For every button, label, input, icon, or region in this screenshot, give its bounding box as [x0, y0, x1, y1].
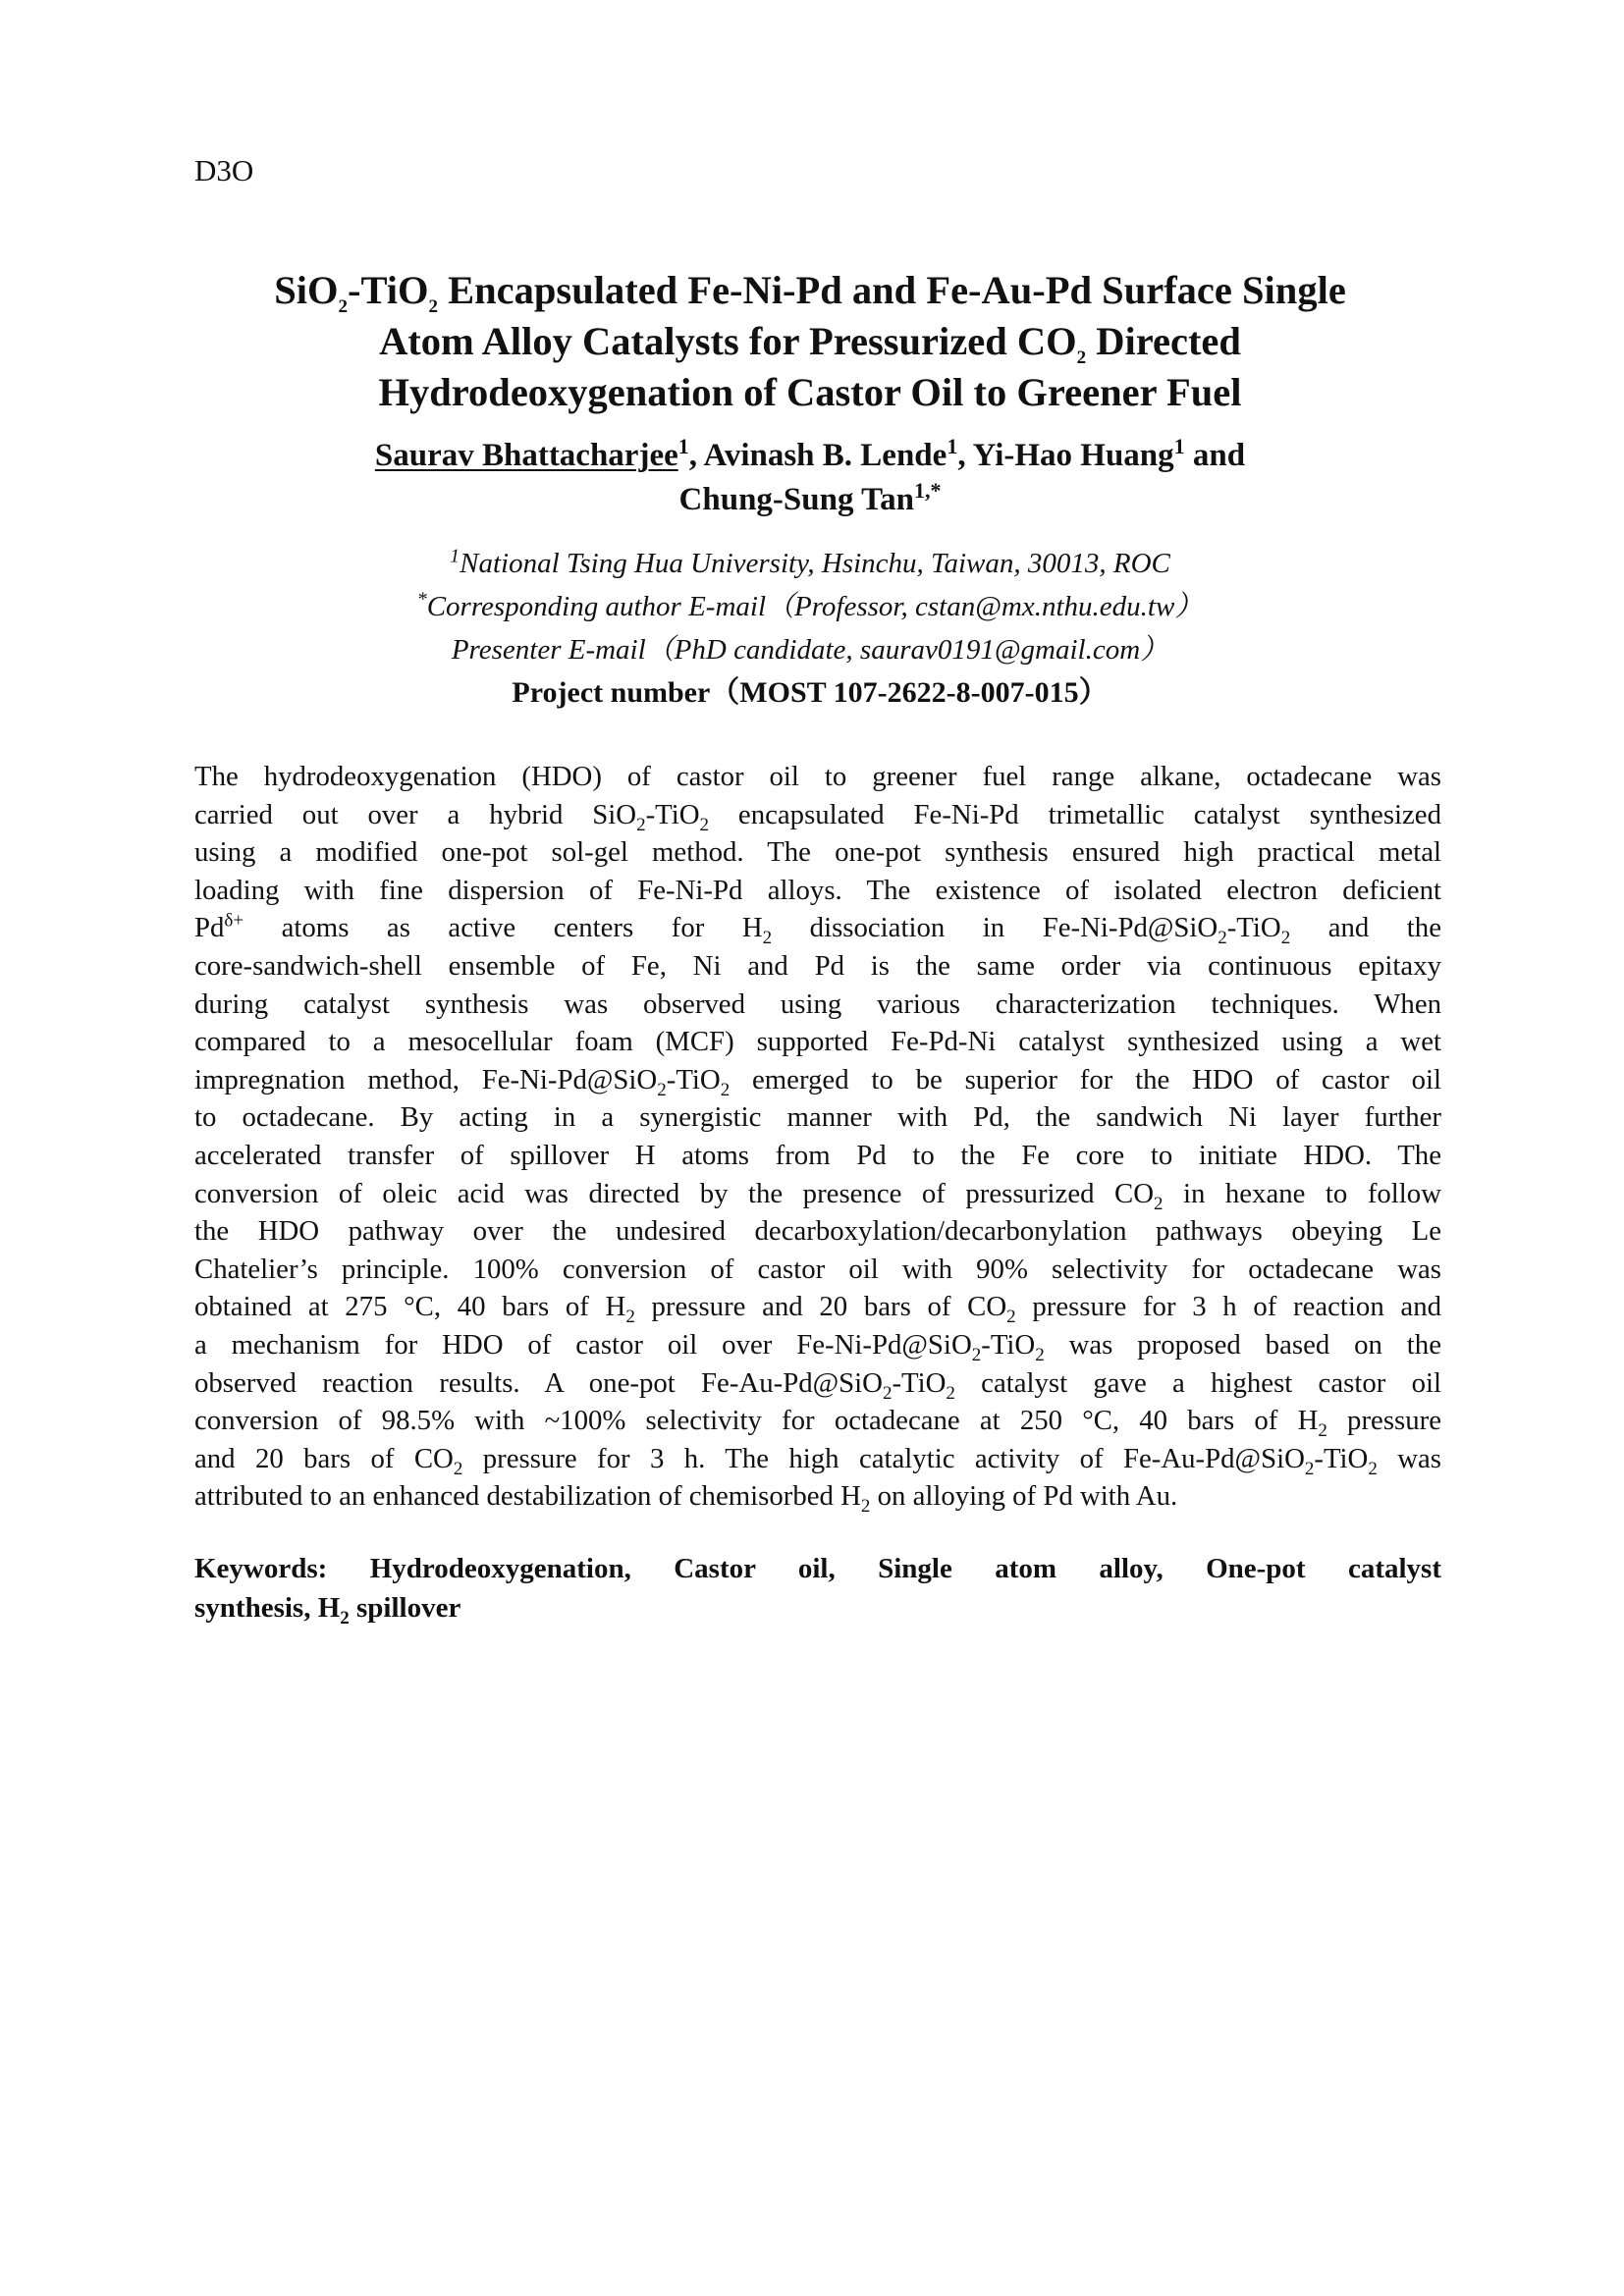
abstract-line: to octadecane. By acting in a synergistic manner with Pd, the sandwich Ni layer further: [194, 1101, 1441, 1134]
affiliation-block: [177, 542, 1443, 715]
abstract-line: conversion of oleic acid was directed by the presence of pressurized $CO_2$ in hexane to follow: [194, 1177, 1442, 1214]
abstract-line: conversion of 98.5% with ~100% selectivity for octadecane at 250 °C, 40 bars of $H_2$ pressure: [194, 1405, 1441, 1441]
author-list: [177, 434, 1443, 522]
abstract-line: Chatelier’s principle. 100% conversion of castor oil with 90% selectivity for octadecane was: [194, 1253, 1441, 1285]
abstract-line: during catalyst synthesis was observed using various characterization techniques. When: [194, 988, 1441, 1020]
author-name: Chung-Sung Tan: [678, 482, 914, 517]
abstract-line: obtained at 275 °C, 40 bars of $H_2$ pressure and 20 bars of $CO_2$ pressure for 3 h of reaction and: [194, 1291, 1441, 1328]
author-name: Yi-Hao Huang: [972, 438, 1174, 473]
abstract-line: The hydrodeoxygenation (HDO) of castor oil to greener fuel range alkane, octadecane was: [194, 761, 1441, 792]
abstract-line: observed reaction results. A one-pot Fe-Au-Pd@SiO$_2$-TiO$_2$ catalyst gave a highest castor oil: [194, 1366, 1441, 1404]
page-code: D3O: [194, 153, 254, 187]
abstract-line: and 20 bars of $CO_2$ pressure for 3 h. The high catalytic activity of Fe-Au-Pd@SiO$_2$-TiO$_2$ was: [194, 1442, 1442, 1479]
keywords-line: synthesis, $H_2$ spillover: [194, 1592, 461, 1629]
presenter-email-line: Presenter E-mail（PhD candidate, saurav0191@gmail.com）: [451, 634, 1169, 666]
abstract-line: impregnation method, Fe-Ni-Pd@SiO$_2$-TiO$_2$ emerged to be superior for the HDO of castor oil: [194, 1063, 1441, 1100]
abstract-line: a mechanism for HDO of castor oil over Fe-Ni-Pd@SiO$_2$-TiO$_2$ was proposed based on the: [194, 1328, 1441, 1365]
abstract-line: the HDO pathway over the undesired decarboxylation/decarbonylation pathways obeying Le: [194, 1215, 1441, 1248]
title-line: SiO$_2$-TiO$_2$ Encapsulated Fe-Ni-Pd and Fe-Au-Pd Surface Single: [274, 268, 1346, 318]
keywords-block: [194, 1549, 1441, 1628]
abstract-line: carried out over a hybrid SiO$_2$-TiO$_2$ encapsulated Fe-Ni-Pd trimetallic catalyst synthesized: [194, 798, 1441, 835]
keywords-line: Keywords: Hydrodeoxygenation, Castor oil, Single atom alloy, One-pot catalyst: [194, 1553, 1441, 1584]
abstract-line: core-sandwich-shell ensemble of Fe, Ni and Pd is the same order via continuous epitaxy: [194, 949, 1441, 982]
author-line: Saurav Bhattacharjee$^1$, Avinash B. Lende$^1$, Yi-Hao Huang$^1$ and: [374, 434, 1246, 473]
abstract-line: attributed to an enhanced destabilization of chemisorbed $H_2$ on alloying of Pd with Au.: [194, 1480, 1178, 1518]
author-line: Chung-Sung Tan$^{1,*}$: [678, 478, 942, 517]
project-number-line: Project number（MOST 107-2622-8-007-015）: [512, 676, 1109, 709]
title-line: Hydrodeoxygenation of Castor Oil to Greener Fuel: [378, 370, 1242, 414]
abstract-line: loading with fine dispersion of Fe-Ni-Pd alloys. The existence of isolated electron deficient: [194, 874, 1441, 906]
paper-title: [177, 265, 1443, 418]
title-line: Atom Alloy Catalysts for Pressurized $CO_2$ Directed: [379, 319, 1241, 369]
abstract-line: compared to a mesocellular foam (MCF) supported Fe-Pd-Ni catalyst synthesized using a wet: [194, 1026, 1441, 1058]
corresponding-author-line: *Corresponding author E-mail（Professor, cstan@mx.nthu.edu.tw）: [416, 588, 1204, 622]
abstract-line: accelerated transfer of spillover H atoms from Pd to the Fe core to initiate HDO. The: [194, 1139, 1441, 1171]
abstract-line: using a modified one-pot sol-gel method. The one-pot synthesis ensured high practical metal: [194, 836, 1441, 869]
abstract-body: [194, 758, 1441, 1516]
affiliation-line: $^1$National Tsing Hua University, Hsinchu, Taiwan, 30013, ROC: [450, 545, 1170, 579]
author-name: Avinash B. Lende: [703, 438, 947, 473]
abstract-line: $Pd^{\delta+}$ atoms as active centers for $H_2$ dissociation in Fe-Ni-Pd@SiO$_2$-TiO$_2$ and the: [194, 910, 1441, 949]
presenting-author: Saurav Bhattacharjee: [374, 438, 678, 473]
